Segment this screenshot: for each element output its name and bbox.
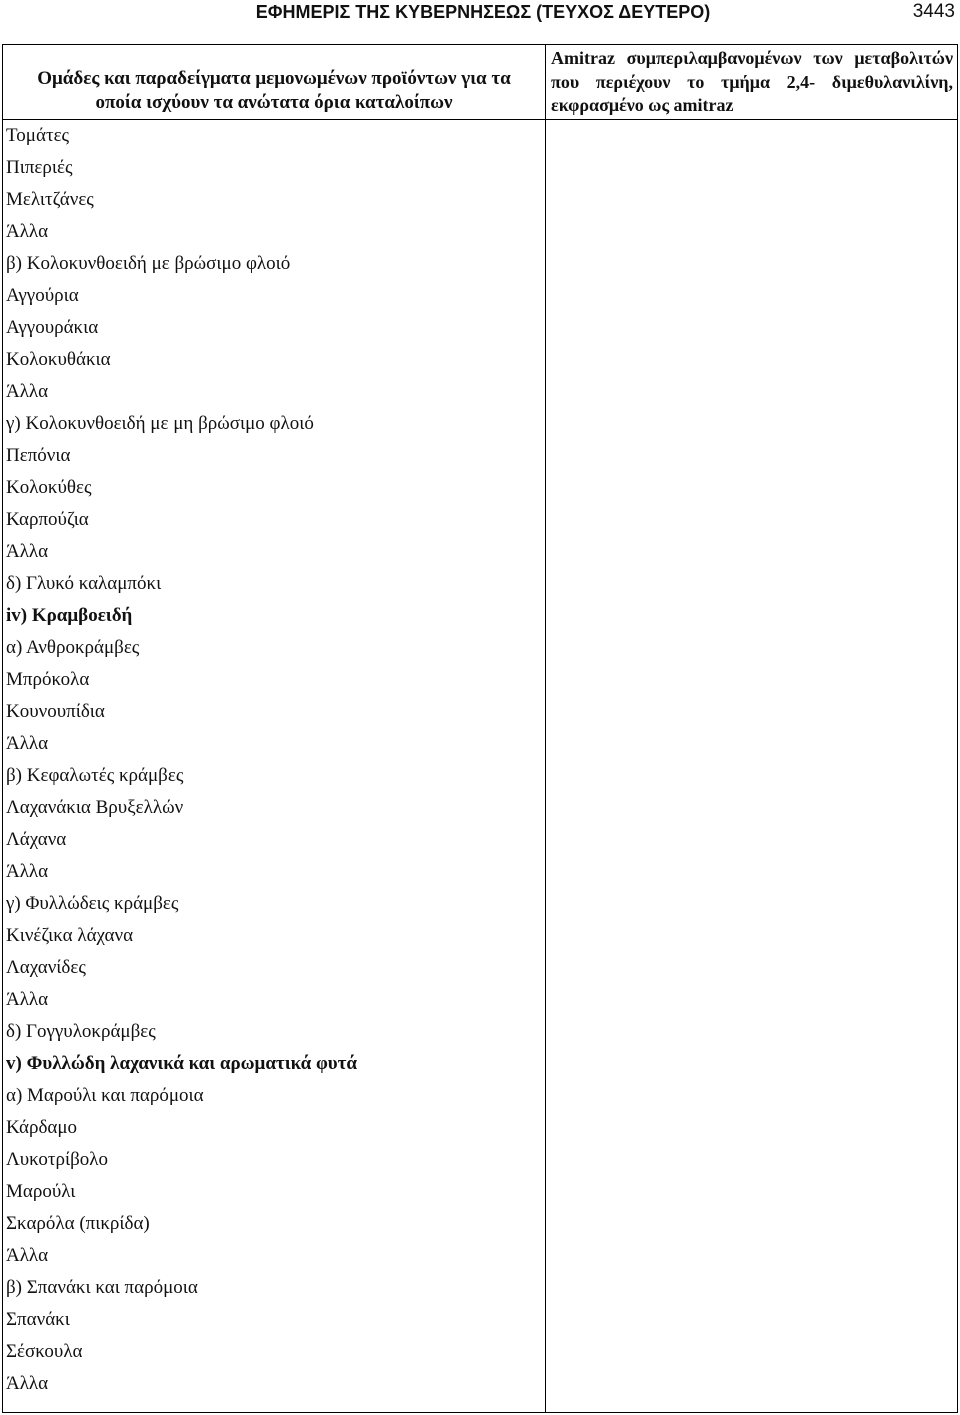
column-header-line: που περιέχουν το τμήμα 2,4- διμεθυλανιλίνη, [551, 71, 953, 92]
product-row: Κολοκυθάκια [6, 349, 111, 370]
category-row: β) Κεφαλωτές κράμβες [6, 765, 184, 786]
product-row: Μπρόκολα [6, 669, 90, 690]
running-title: ΕΦΗΜΕΡΙΣ ΤΗΣ ΚΥΒΕΡΝΗΣΕΩΣ (ΤΕΥΧΟΣ ΔΕΥΤΕΡΟ) [255, 2, 711, 22]
product-row: Κολοκύθες [6, 477, 92, 498]
product-row: Λάχανα [6, 829, 67, 850]
product-row: Άλλα [6, 1373, 49, 1394]
column-header-line: εκφρασμένο ως amitraz [551, 95, 734, 115]
product-row: Αγγουράκια [6, 317, 99, 338]
group-heading-row: iv) Κραμβοειδή [6, 605, 133, 626]
category-row: γ) Φυλλώδεις κράμβες [6, 893, 179, 914]
product-row: Σπανάκι [6, 1309, 70, 1330]
column-header-amitraz [546, 45, 957, 119]
page-header [0, 0, 960, 26]
category-row: α) Μαρούλι και παρόμοια [6, 1085, 204, 1106]
category-row: α) Ανθροκράμβες [6, 637, 140, 658]
product-row: Άλλα [6, 381, 49, 402]
product-row: Σκαρόλα (πικρίδα) [6, 1213, 150, 1234]
category-row: δ) Γλυκό καλαμπόκι [6, 573, 162, 594]
page-number: 3443 [912, 1, 955, 22]
product-row: Μελιτζάνες [6, 189, 94, 210]
product-row: Λαχανάκια Βρυξελλών [6, 797, 184, 818]
product-row: Άλλα [6, 733, 49, 754]
product-row: Λυκοτρίβολο [6, 1149, 108, 1170]
product-row: Σέσκουλα [6, 1341, 83, 1362]
product-row: Κάρδαμο [6, 1117, 78, 1138]
product-row: Άλλα [6, 861, 49, 882]
group-heading-row: v) Φυλλώδη λαχανικά και αρωματικά φυτά [6, 1053, 358, 1074]
product-row: Άλλα [6, 221, 49, 242]
column-header-line: οποία ισχύουν τα ανώτατα όρια καταλοίπων [95, 92, 453, 113]
product-row: Καρπούζια [6, 509, 89, 530]
column-header-line: Amitraz συμπεριλαμβανομένων των μεταβολιτών [551, 48, 953, 68]
product-row: Άλλα [6, 1245, 49, 1266]
product-row: Κουνουπίδια [6, 701, 105, 722]
product-row: Άλλα [6, 989, 49, 1010]
category-row: β) Σπανάκι και παρόμοια [6, 1277, 198, 1298]
category-row: δ) Γογγυλοκράμβες [6, 1021, 156, 1042]
product-row: Μαρούλι [6, 1181, 76, 1202]
category-row: γ) Κολοκυνθοειδή με μη βρώσιμο φλοιό [6, 413, 314, 434]
amitraz-value-column [546, 120, 957, 1412]
product-row: Αγγούρια [6, 285, 79, 306]
product-row: Κινέζικα λάχανα [6, 925, 134, 946]
table-header-row [3, 45, 957, 120]
table-body [3, 120, 957, 1412]
column-header-line: Ομάδες και παραδείγματα μεμονωμένων προϊόντων για τα [37, 68, 511, 89]
residue-limits-table [2, 44, 958, 1413]
product-row: Πιπεριές [6, 157, 73, 178]
product-column [3, 120, 546, 1412]
column-header-products [3, 45, 546, 119]
product-row: Τομάτες [6, 125, 70, 146]
category-row: β) Κολοκυνθοειδή με βρώσιμο φλοιό [6, 253, 291, 274]
product-row: Λαχανίδες [6, 957, 86, 978]
product-row: Άλλα [6, 541, 49, 562]
product-row: Πεπόνια [6, 445, 71, 466]
